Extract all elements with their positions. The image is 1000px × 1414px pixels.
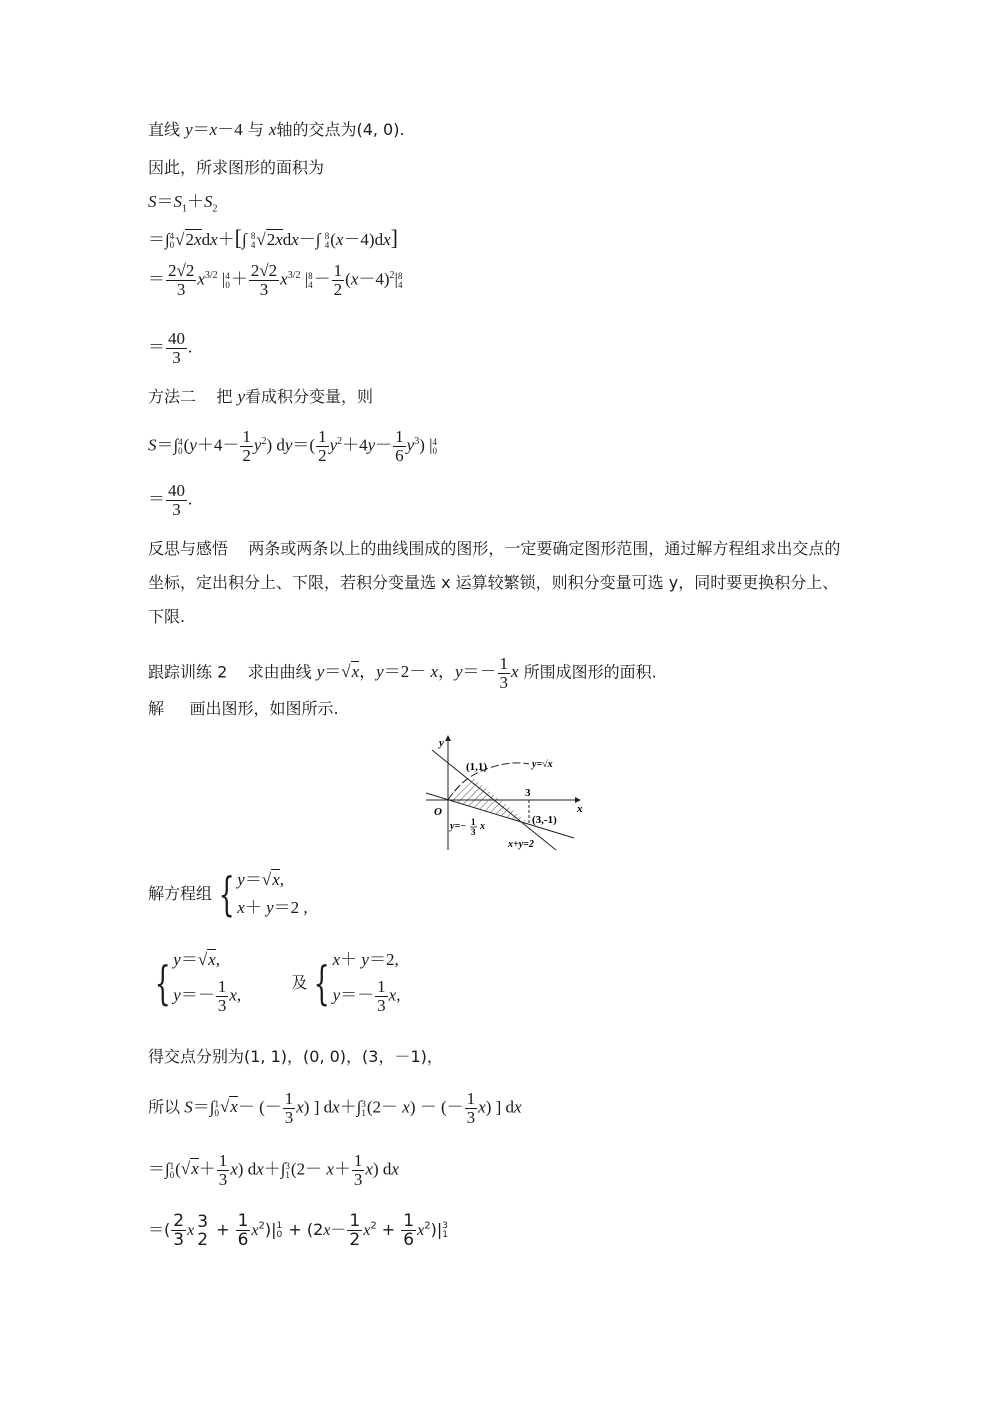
area-evaluation: ＝( $\frac{2}{3}$ x 3 2 + $\frac{1}{6}$ $x^2)|$ 1 0 + (2x－ $\frac{1}{2}$ $x^2$ + $\frac{1}{6}$ $x^2)|$ 3 1 [148,1211,448,1250]
line-sum-label: x+y=2 [508,839,534,850]
intersection-statement: 直线 y＝x－4 与 x轴的交点为(4, 0). [148,120,405,139]
origin-label: O [434,806,442,818]
reflection-label: 反思与感悟 [148,539,229,558]
systems-2-3 [148,950,400,1015]
exercise-statement: 跟踪训练 2 求由曲线 y＝√x，y＝2－ x，y＝－ $\frac{1}{3}$ x 所围成图形的面积. [148,654,657,692]
therefore-line: 因此，所求图形的面积为 [148,158,325,177]
system-1: y＝√x, x＋ y＝2 , [237,870,308,917]
area-sum-formula: $S=S_1+S_2$ [148,192,218,215]
svg-text:x: x [480,821,485,832]
reflection-text: 两条或两条以上的曲线围成的图形，一定要确定图形范围，通过解方程组求出交点的坐标，定出积分上、下限，若积分变量选 x 运算较繁锁，则积分变量可选 y，同时要更换积分上、下限. [148,539,841,626]
area-simplified: ＝∫ 1 0 (√x＋ $\frac{1}{3}$ x) dx＋∫ 3 1 (2－ x＋ $\frac{1}{3}$ x) dx [148,1151,399,1189]
point-3-neg1-label: (3,-1) [532,814,557,826]
solve-system-line [148,867,308,921]
method-two-integral: S＝∫ 4 0 (y＋4－ $\frac{1}{2}$ $y^2$) dy＝( $\frac{1}{2}$ $y^2+4y-$ $\frac{1}{6}$ $y^3$) | 4 0 [148,427,438,465]
left-brace: { [218,867,235,921]
exercise-label: 跟踪训练 2 [148,662,228,682]
system-3: 及 { x＋ y＝2, y＝－ $\frac{1}{3}$ x, [291,950,401,1015]
method-two-label: 方法二 [148,387,197,406]
line-neg-third-label: y=− [450,821,467,832]
region-figure [424,730,594,855]
tick-3-label: 3 [525,787,531,799]
system-2: { y＝√x, y＝－ $\frac{1}{3}$ x, [154,950,242,1015]
solve-system-label: 解方程组 [148,884,213,903]
svg-text:3: 3 [471,827,476,837]
solution-label: 解 [148,699,165,718]
solution-intro [148,699,339,719]
intersections-line: 得交点分别为(1, 1)，(0, 0)，(3，－1)， [148,1047,443,1066]
var-x: x [268,120,277,139]
area-integral: 所以 S＝∫ 1 0 √x－ (－ $\frac{1}{3}$ x) ] dx＋∫ 3 1 (2－ x) － (－ $\frac{1}{3}$ x) ] dx [148,1089,522,1127]
graph-svg [424,730,594,855]
result-40-3-second: ＝ $\frac{40}{3}$ . [148,481,193,519]
evaluation-expression: ＝ $\frac{2√2}{3}$ $x^{3/2}$ | 4 0 ＋ $\frac{2√2}{3}$ $x^{3/2}$ | 8 4 － $\frac{1}{2}$ $(x-4)^2|$ 8 4 [148,261,403,299]
text: 直线 [148,120,181,139]
point-1-1-label: (1,1) [466,761,488,773]
reflection-paragraph [148,532,853,634]
text: 与 [247,120,264,139]
so-label: 所以 [148,1097,181,1117]
axis-y-label: y [439,737,444,749]
result-40-3-first: ＝ $\frac{40}{3}$ . [148,329,193,367]
and-label: 及 [291,972,308,992]
svg-text:1: 1 [471,817,476,827]
integral-expression: ＝∫ 4 0 √2xdx＋[∫ 8 4 √2xdx－∫ 8 4 (x－4)dx] [148,225,398,251]
solution-text: 画出图形，如图所示. [189,699,339,718]
text: 轴的交点为(4, 0). [276,120,405,139]
curve-sqrt-label: y=√x [532,759,553,770]
method-two-intro: 方法二 把 y看成积分变量，则 [148,387,374,406]
axis-x-label: x [577,803,583,815]
